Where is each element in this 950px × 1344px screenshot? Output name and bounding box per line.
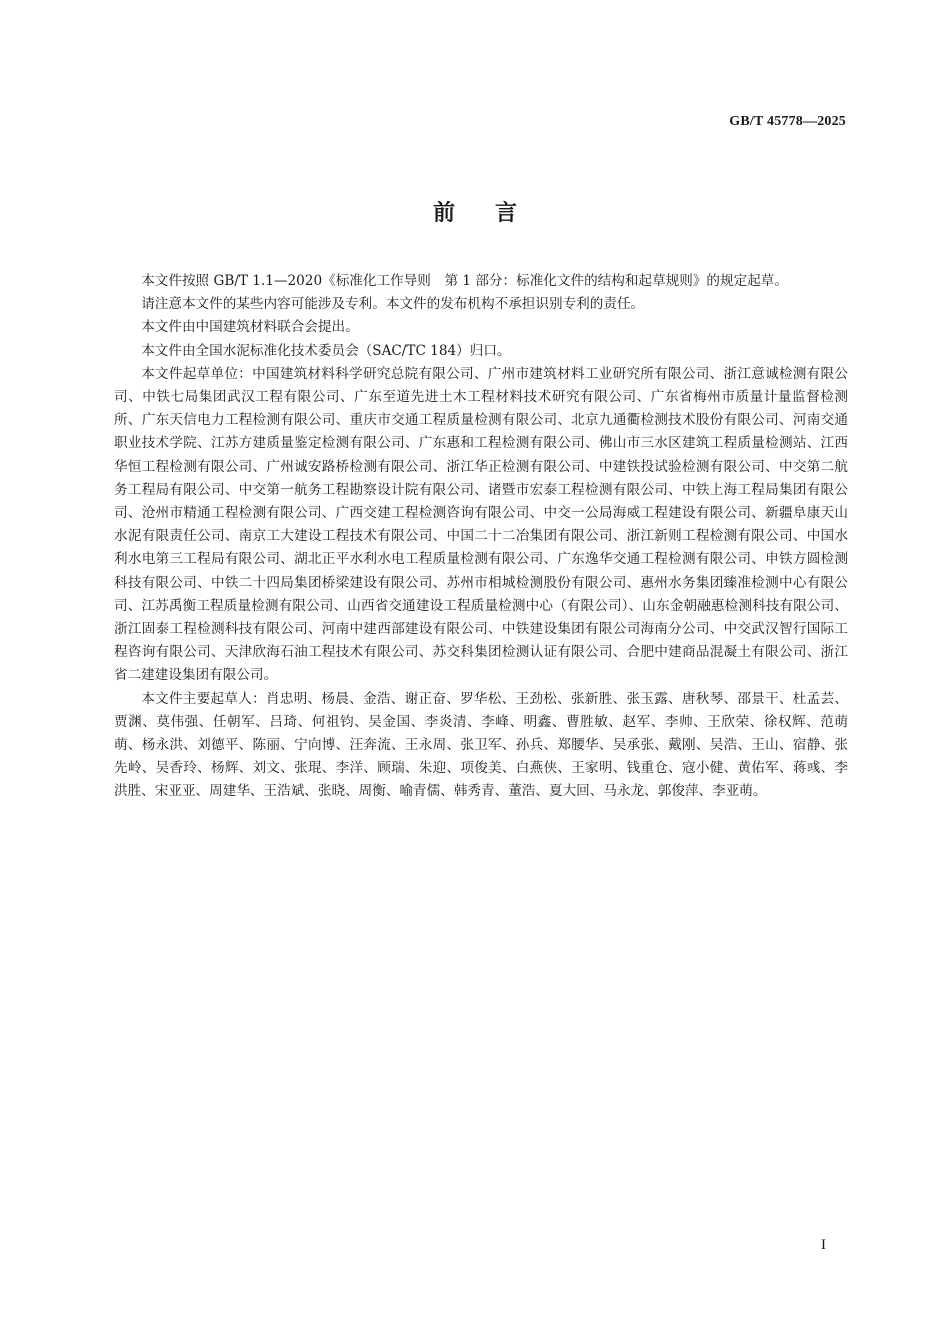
paragraph-drafting-rules: 本文件按照 GB/T 1.1—2020《标准化工作导则 第 1 部分：标准化文件的结构和起草规则》的规定起草。: [141, 273, 788, 289]
page-title: 前言: [432, 201, 557, 226]
standard-number: GB/T 45778—2025: [729, 114, 846, 129]
paragraph-main-drafters: 本文件主要起草人：肖忠明、杨晨、金浩、谢正奋、罗华松、王劲松、张新胜、张玉露、唐秋琴、邵景干、杜孟芸、贾渊、莫伟强、任朝军、吕琦、何祖钧、吴金国、李炎清、李峰、明鑫、曹胜敏、赵军、李帅、王欣荣、徐权辉、范萌萌、杨永洪、刘德平、陈丽、宁向博、汪奔流、王永周、张卫军、孙兵、郑腰华、吴承张、戴刚、吴浩、王山、宿静、张先岭、吴香玲、杨辉、刘文、张琨、李洋、顾瑞、朱迎、项俊美、白燕侠、王家明、钱重仓、寇小健、黄佑军、蒋彧、李洪胜、宋亚亚、周建华、王浩斌、张晓、周衡、喻青儒、韩秀青、董浩、夏大回、马永龙、郭俊萍、李亚萌。: [114, 690, 848, 800]
page-number: I: [821, 1237, 826, 1253]
paragraph-proposer: 本文件由中国建筑材料联合会提出。: [141, 319, 359, 336]
paragraph-technical-committee: 本文件由全国水泥标准化技术委员会（SAC/TC 184）归口。: [141, 342, 511, 359]
paragraph-patent-notice: 请注意本文件的某些内容可能涉及专利。本文件的发布机构不承担识别专利的责任。: [141, 296, 645, 313]
paragraph-drafting-organizations: 本文件起草单位：中国建筑材料科学研究总院有限公司、广州市建筑材料工业研究所有限公司、浙江意诚检测有限公司、中铁七局集团武汉工程有限公司、广东至道先进土木工程材料技术研究有限公司、广东省梅州市质量计量监督检测所、广东天信电力工程检测有限公司、重庆市交通工程质量检测有限公司、北京九通衢检测技术股份有限公司、河南交通职业技术学院、江苏方建质量鉴定检测有限公司、广东惠和工程检测有限公司、佛山市三水区建筑工程质量检测站、江西华恒工程检测有限公司、广州诚安路桥检测有限公司、浙江华正检测有限公司、中建铁投试验检测有限公司、中交第二航务工程局有限公司、中交第一航务工程勘察设计院有限公司、诸暨市宏泰工程检测有限公司、中铁上海工程局集团有限公司、沧州市精通工程检测有限公司、广西交建工程检测咨询有限公司、中交一公局海威工程建设有限公司、新疆阜康天山水泥有限责任公司、南京工大建设工程技术有限公司、中国二十二冶集团有限公司、浙江新则工程检测有限公司、中国水利水电第三工程局有限公司、湖北正平水利水电工程质量检测有限公司、广东逸华交通工程检测有限公司、申铁方圆检测科技有限公司、中铁二十四局集团桥梁建设有限公司、苏州市相城检测股份有限公司、惠州水务集团臻准检测中心有限公司、江苏禹衡工程质量检测有限公司、山西省交通建设工程质量检测中心（有限公司）、山东金朝融惠检测科技有限公司、浙江固泰工程检测科技有限公司、河南中建西部建设有限公司、中铁建设集团有限公司海南分公司、中交武汉智行国际工程咨询有限公司、天津欣海石油工程技术有限公司、苏交科集团检测认证有限公司、合肥中建商品混凝土有限公司、浙江省二建建设集团有限公司。: [114, 365, 848, 684]
document-body: [114, 270, 848, 804]
